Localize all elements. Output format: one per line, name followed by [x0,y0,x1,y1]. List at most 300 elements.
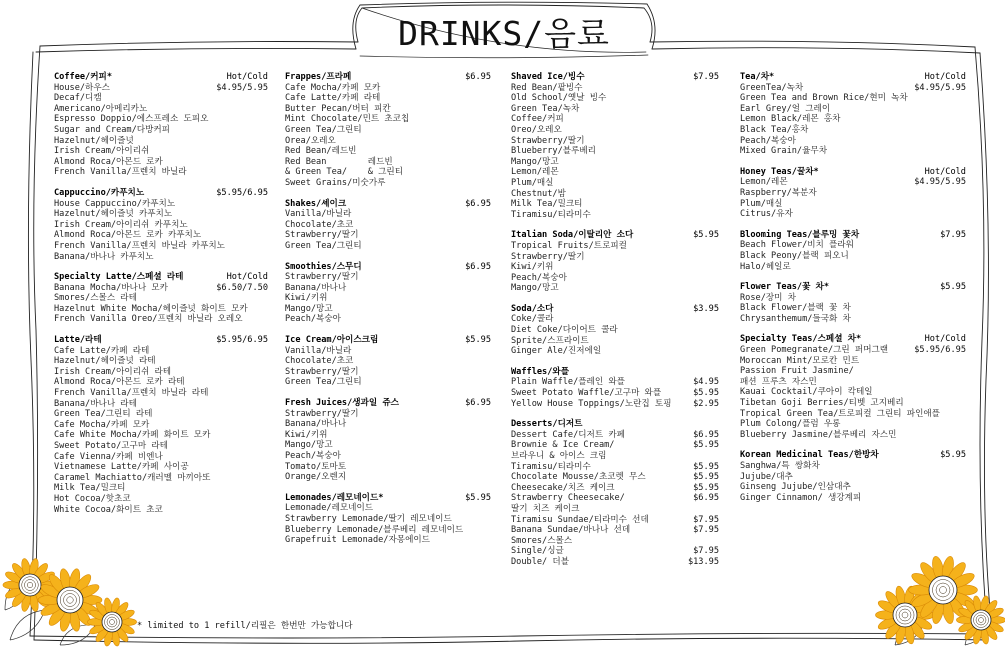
section-title: Specialty Teas/스페셜 차* [740,334,862,345]
menu-item-name: Cafe Mocha/카페 모카 [54,419,150,430]
menu-item [511,388,719,399]
menu-item [511,178,719,189]
section-header [54,272,268,283]
menu-item [54,293,268,304]
menu-item-name: Oreo/오레오 [511,124,562,135]
menu-column-3 [511,72,719,578]
menu-item-price: $6.95 [693,429,719,440]
menu-item-name: Ginseng Jujube/인삼대추 [740,482,851,493]
menu-item-name: Lemon/레몬 [511,167,559,178]
menu-item-name: Espresso Doppio/에스프레소 도피오 [54,114,209,125]
section-title: Italian Soda/이탈리안 소다 [511,230,634,241]
menu-item-name: Old School/옛날 빙수 [511,93,607,104]
menu-item [285,220,491,231]
menu-item-name: Smores/스몰스 [511,535,573,546]
menu-item-name: Sugar and Cream/다방커피 [54,124,170,135]
menu-item-name: Mango/망고 [511,283,559,294]
menu-item [285,146,491,157]
menu-item-name: Strawberry Cheesecake/ [511,493,625,504]
menu-item-name: Chocolate Mousse/초코렛 무스 [511,472,646,483]
menu-item [740,240,966,251]
menu-item [285,157,491,168]
menu-item-name: Banana/바나나 라테 [54,398,137,409]
section-price: $5.95 [940,450,966,461]
menu-item [54,93,268,104]
menu-item [54,230,268,241]
menu-item-name: Cafe Vienna/카페 비엔나 [54,451,163,462]
menu-item [511,399,719,410]
menu-item [511,157,719,168]
menu-item-name: Mint Chocolate/민트 초코칩 [285,114,410,125]
menu-item-name: Yellow House Toppings/노란집 토핑 [511,398,672,409]
menu-item-name: Red Bean/레드빈 [285,146,357,157]
section-title: Korean Medicinal Teas/한방차 [740,450,879,461]
section-header [740,334,966,345]
menu-item-name: GreenTea/녹차 [740,82,804,93]
menu-item-name: Earl Grey/얼 그레이 [740,103,831,114]
menu-item [54,494,268,505]
menu-item-name: Green Tea/그린티 [285,240,362,251]
section-title: Latte/라테 [54,335,102,346]
menu-item [285,83,491,94]
menu-item-name: Irish Cream/아이리쉬 라테 [54,366,172,377]
menu-item-price: $6.50/7.50 [216,282,268,293]
menu-item [740,188,966,199]
menu-item [740,366,966,377]
menu-item-name: Strawberry/딸기 [511,251,585,262]
menu-item-name: Irish Cream/아이리쉬 [54,146,150,157]
menu-item-name: Citrus/유자 [740,209,793,220]
menu-item-name: Cafe Mocha/카페 모카 [285,82,381,93]
menu-item [511,189,719,200]
menu-item [54,399,268,410]
menu-item-name: 딸기 치즈 케이크 [511,503,580,514]
menu-item-name: Jujube/대추 [740,471,793,482]
menu-item-price: $4.95/5.95 [914,82,966,93]
menu-section [740,282,966,324]
menu-item-name: Kiwi/키위 [511,262,554,273]
menu-item [740,199,966,210]
menu-item-price: $7.95 [693,546,719,557]
menu-section [511,419,719,567]
menu-item [54,157,268,168]
menu-item [511,146,719,157]
menu-item [285,377,491,388]
menu-section [740,72,966,157]
section-title: Waffles/와플 [511,366,569,377]
menu-item [54,136,268,147]
menu-section [285,72,491,189]
menu-item-name: Strawberry/딸기 [511,135,585,146]
section-title: Specialty Latte/스페셜 라테 [54,272,184,283]
menu-item-name: Ginger Cinnamon/ 생강계피 [740,492,862,503]
menu-item-name: Hazelnut/헤이즐넛 [54,135,134,146]
menu-item-name: Tiramisu Sundae/티라미수 선데 [511,514,649,525]
menu-item-name: French Vanilla Oreo/프렌치 바닐라 오레오 [54,314,243,325]
section-title: Shakes/셰이크 [285,198,347,209]
section-price: Hot/Cold [226,272,268,283]
menu-item-name: Coffee/커피 [511,114,564,125]
menu-item-name: Dessert Cafe/디저트 카페 [511,429,625,440]
menu-item [740,303,966,314]
menu-item [511,136,719,147]
menu-item [740,93,966,104]
menu-item [511,114,719,125]
menu-item-name: Cafe White Mocha/카페 화이트 모카 [54,430,211,441]
section-header [285,335,491,346]
section-price: $3.95 [693,303,719,314]
section-price: $7.95 [940,229,966,240]
menu-item-name: Banana Sundae/바나나 선데 [511,525,631,536]
menu-item-name: Sweet Potato Waffle/고구마 와플 [511,388,662,399]
section-header [511,230,719,241]
menu-item-name: Tibetan Goji Berries/티벳 고지베리 [740,398,904,409]
menu-item [285,230,491,241]
menu-item [511,199,719,210]
menu-item-name: Peach/복숭아 [740,135,796,146]
section-title: Fresh Juices/생과일 쥬스 [285,398,399,409]
menu-item-name: Tropical Fruits/트로피컬 [511,240,627,251]
menu-item-name: Peach/복숭아 [285,451,341,461]
menu-item [740,398,966,409]
menu-item-name: Sanghwa/특 쌍화차 [740,461,820,471]
menu-item [511,451,719,462]
menu-section [54,272,268,325]
section-price: Hot/Cold [924,72,966,82]
section-price: $5.95 [940,282,966,293]
menu-item-name: Cafe Latte/카페 라테 [285,93,381,104]
menu-item [54,146,268,157]
menu-item-name: Almond Roca/아몬드 로카 라테 [54,377,185,388]
menu-item-name: Almond Roca/아몬드 로카 [54,156,163,167]
menu-item [511,93,719,104]
menu-item [54,114,268,125]
menu-item-name: Chocolate/초코 [285,219,354,230]
menu-item [740,262,966,273]
menu-item [54,483,268,494]
section-header [740,282,966,293]
section-header [285,262,491,273]
menu-item [54,388,268,399]
menu-item-name: Rose/장미 차 [740,292,796,303]
menu-item [285,346,491,357]
menu-item [54,314,268,325]
menu-item-price: $6.95 [693,493,719,504]
section-header [511,367,719,378]
menu-item-name: Lemon/레몬 [740,177,788,188]
menu-item-name: French Vanilla/프렌치 바닐라 라테 [54,388,209,399]
menu-item-name: Green Tea/그린티 라테 [54,409,153,420]
section-price: $5.95 [465,335,491,346]
menu-item [285,409,491,420]
menu-item-price: $5.95 [693,440,719,451]
leaf-sketch [10,610,45,640]
menu-section [285,398,491,483]
menu-item-name: Orea/오레오 [285,135,336,146]
section-header [511,419,719,430]
menu-item-name: Kiwi/키위 [285,429,328,440]
menu-item [54,104,268,115]
section-title: Frappes/프라페 [285,72,352,82]
menu-item [285,440,491,451]
menu-item-name: Blueberry Jasmine/블루베리 자스민 [740,429,897,440]
menu-item-name: White Cocoa/화이트 초코 [54,504,163,515]
menu-item-name: Plum Colong/플럼 우롱 [740,419,841,430]
menu-item-price: $5.95/6.95 [914,345,966,356]
menu-item-name: Mango/망고 [285,440,333,451]
menu-item-price: $5.95 [693,472,719,483]
menu-item [285,462,491,473]
menu-item-name: Americano/아메리카노 [54,103,148,114]
section-header [740,230,966,241]
menu-item [285,283,491,294]
menu-item-name: Plum/매실 [740,198,783,209]
section-price: Hot/Cold [924,334,966,345]
menu-item-name: Green Tea/녹차 [511,103,580,114]
section-title: Tea/차* [740,72,775,82]
menu-item-name: Tropical Green Tea/트로피컬 그린티 파인애플 [740,408,940,419]
section-price: $5.95/6.95 [216,335,268,346]
menu-item-name: Hot Cocoa/핫초코 [54,493,131,504]
menu-item-name: Strawberry/딸기 [285,366,359,377]
title-banner [358,4,650,58]
menu-item-name: Black Flower/블랙 꽃 차 [740,303,851,314]
menu-item-name: Banana Mocha/바나나 모카 [54,282,168,293]
menu-item [285,125,491,136]
menu-item-name: Sweet Grains/미숫가루 [285,177,386,188]
section-header [511,304,719,315]
menu-item [511,83,719,94]
menu-item-price: $7.95 [693,525,719,536]
menu-item [285,356,491,367]
menu-item-name: Vanilla/바닐라 [285,345,352,356]
menu-item-name: Passion Fruit Jasmine/ [740,366,854,377]
menu-section [740,167,966,220]
menu-item [285,419,491,430]
menu-item-name: House Cappuccino/카푸치노 [54,198,176,209]
menu-item [511,210,719,221]
menu-item [54,377,268,388]
menu-item-name: Banana/바나나 [285,419,347,430]
menu-item [511,483,719,494]
menu-section [740,450,966,503]
menu-item [740,104,966,115]
menu-item-name: Double/ 더블 [511,556,569,567]
menu-item [511,262,719,273]
menu-column-4 [740,72,966,513]
menu-item-name: 패션 프루츠 자스민 [740,376,817,387]
menu-item [285,293,491,304]
menu-item [511,241,719,252]
menu-item [285,167,491,178]
menu-item-name: Coke/콜라 [511,314,554,325]
section-title: Flower Teas/꽃 차* [740,282,830,293]
menu-item-name: Black Tea/홍차 [740,124,809,135]
menu-item-name: Raspberry/복분자 [740,187,817,198]
menu-item-name: Peach/복숭아 [285,314,341,325]
menu-item-name: Strawberry/딸기 [285,230,359,241]
section-title: Shaved Ice/빙수 [511,72,585,82]
section-price: $5.95/6.95 [216,187,268,198]
menu-item-name: Plain Waffle/플레인 와플 [511,377,625,388]
menu-item-name: Orange/오렌지 [285,472,347,483]
sunflower-icon [87,597,136,647]
section-header [54,188,268,199]
menu-item [285,503,491,514]
menu-item-name: Beach Flower/비치 플라워 [740,240,854,251]
menu-item-name: Moroccan Mint/모로칸 민트 [740,355,860,366]
menu-item [740,472,966,483]
menu-item [740,114,966,125]
refill-footnote: * limited to 1 refill/리필은 한번만 가능합니다 [137,621,353,631]
menu-item [285,93,491,104]
menu-item-name: Kauai Cocktail/쿠아이 칵테일 [740,387,873,398]
menu-item [740,377,966,388]
menu-item [54,409,268,420]
menu-item [54,125,268,136]
section-header [54,335,268,346]
menu-item-price: $13.95 [687,556,719,567]
menu-column-2 [285,72,491,556]
menu-item [740,430,966,441]
menu-section [285,335,491,388]
menu-item [285,367,491,378]
menu-item [285,209,491,220]
menu-section [54,188,268,262]
section-header [285,72,491,83]
menu-item [285,525,491,536]
section-title: Honey Teas/꿀차* [740,166,819,177]
menu-item [740,461,966,472]
menu-item-name: Chocolate/초코 [285,356,354,367]
section-title: Cappuccino/카푸치노 [54,187,145,198]
menu-item [54,199,268,210]
menu-item-name: Brownie & Ice Cream/ [511,440,615,451]
section-header [54,72,268,83]
menu-item-name: Mango/망고 [285,303,333,314]
section-header [740,72,966,83]
menu-item-name: Vanilla/바닐라 [285,209,352,220]
menu-item-name: Red Bean/팥빙수 [511,82,583,93]
section-header [285,398,491,409]
menu-item [285,535,491,546]
section-title: Smoothies/스무디 [285,261,362,272]
menu-item [511,546,719,557]
section-price: $5.95 [693,230,719,241]
menu-item [511,314,719,325]
menu-item [740,125,966,136]
menu-item [511,504,719,515]
menu-item [740,356,966,367]
menu-section [740,334,966,440]
menu-item-price: $5.95 [693,388,719,399]
menu-item-price: $4.95/5.95 [914,177,966,188]
menu-item [511,377,719,388]
menu-item [285,304,491,315]
menu-item-name: Chestnut/밤 [511,188,566,199]
menu-item [54,420,268,431]
menu-item-name: Caramel Machiatto/캐러멜 마끼아또 [54,472,211,483]
menu-item [285,114,491,125]
menu-item-price: $4.95 [693,377,719,388]
menu-item [54,473,268,484]
menu-item-name: French Vanilla/프렌치 바닐라 카푸치노 [54,240,225,251]
menu-item [740,209,966,220]
menu-item-price: $5.95 [693,461,719,472]
menu-item [54,430,268,441]
menu-item [54,220,268,231]
section-price: $6.95 [465,198,491,209]
menu-item-name: Smores/스몰스 라테 [54,293,137,304]
menu-item-name: Single/싱글 [511,546,564,557]
menu-item [511,252,719,263]
section-title: Desserts/디저트 [511,419,583,430]
section-title: Blooming Teas/블루밍 꽃차 [740,229,860,240]
menu-item-name: Hazelnut White Mocha/헤이즐넛 화이트 모카 [54,303,248,314]
menu-item-name: Almond Roca/아몬드 로카 카푸치노 [54,230,202,241]
menu-item-name: Halo/헤일로 [740,261,791,272]
menu-item-name: 브라우니 & 아이스 크림 [511,451,607,461]
menu-item [740,177,966,188]
menu-item-name: French Vanilla/프렌치 바닐라 [54,167,187,178]
menu-item [54,462,268,473]
section-header [511,72,719,83]
menu-item-name: Green Tea and Brown Rice/현미 녹차 [740,93,908,104]
menu-item [285,472,491,483]
menu-item-name: Banana/바나나 카푸치노 [54,251,154,262]
menu-item [740,251,966,262]
section-header [285,493,491,504]
menu-item [511,273,719,284]
menu-item [54,356,268,367]
menu-item [511,493,719,504]
menu-item-name: Vietnamese Latte/카페 사이공 [54,462,189,473]
menu-item-name: Kiwi/키위 [285,293,328,304]
menu-item-name: Cheesecake/치즈 케이크 [511,482,615,493]
menu-item-name: Peach/복숭아 [511,272,567,283]
menu-item [54,346,268,357]
menu-item-name: Hazelnut/헤이즐넛 카푸치노 [54,209,173,220]
menu-item-name: Strawberry/딸기 [285,408,359,419]
sunflower-illustration-left [0,540,140,650]
menu-item [285,104,491,115]
menu-item [511,472,719,483]
menu-item-name: Mango/망고 [511,156,559,167]
menu-item [511,525,719,536]
menu-item [285,178,491,189]
menu-item [511,430,719,441]
section-price: $6.95 [465,398,491,409]
section-price: $6.95 [465,72,491,82]
menu-item [740,482,966,493]
menu-item [511,167,719,178]
menu-item-name: Blueberry Lemonade/블루베리 레모네이드 [285,524,464,535]
menu-item-name: Milk Tea/밀크티 [54,483,126,494]
menu-item [54,452,268,463]
menu-item-name: Blueberry/블루베리 [511,146,596,157]
menu-item-name: Green Tea/그린티 [285,124,362,135]
menu-item-name: Sprite/스프라이트 [511,335,589,346]
menu-item-name: Chrysanthemum/들국화 차 [740,313,851,324]
menu-section [285,262,491,326]
menu-item-name: Lemonade/레모네이드 [285,503,374,514]
section-price: Hot/Cold [924,166,966,177]
menu-item [54,209,268,220]
menu-item [740,83,966,94]
section-header [285,199,491,210]
menu-item [285,451,491,462]
menu-item [511,462,719,473]
